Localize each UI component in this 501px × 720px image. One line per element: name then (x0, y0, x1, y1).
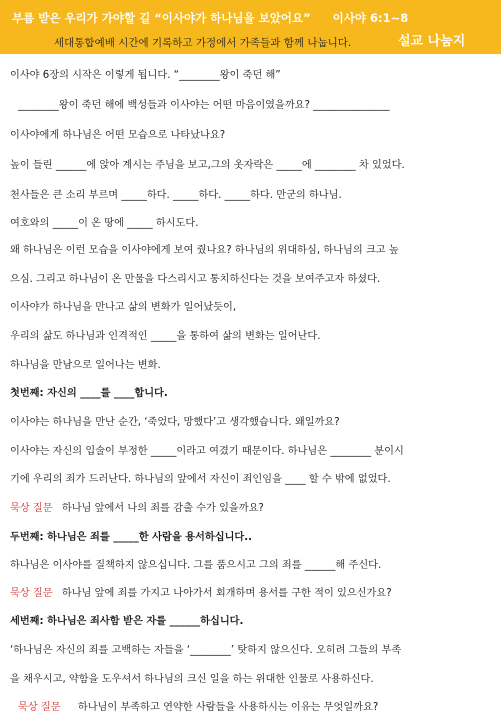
text-line: ________왕이 죽던 해에 백성들과 이사야는 어떤 마음이였을까요? _______________ (18, 100, 390, 111)
text-line: 왜 하나님은 이런 모습을 이사야에게 보여 줬나요? 하나님의 위대하심, 하나님의 크고 높 (10, 245, 399, 256)
question-text: 하나님이 부족하고 연약한 사람들을 사용하시는 이유는 무엇일까요? (77, 702, 379, 713)
text-line: 이사야에게 하나님은 어떤 모습으로 나타났나요? (10, 130, 226, 141)
header-tag: 설교 나눔지 (398, 34, 466, 49)
text-line: 기에 우리의 죄가 드러난다. 하나님의 앞에서 자신이 죄인임을 ____ 할 수 밖에 없었다. (10, 474, 391, 485)
header-subtitle: 세대통합예배 시간에 기록하고 가정에서 가족들과 함께 나눕니다. (54, 37, 352, 49)
text-line: 하나님은 이사야를 질책하지 않으십니다. 그를 품으시고 그의 죄를 ______해 주신다. (10, 560, 382, 571)
meditation-question-1 (10, 499, 494, 514)
text-line: 이사야는 자신의 입술이 부정한 _____이라고 여겼기 때문이다. 하나님은 ________ 분이시 (10, 446, 404, 457)
section-heading-3: 세번째: 하나님은 죄사함 받은 자를 ______하십니다. (10, 616, 244, 627)
text-line: 하나님을 만남으로 일어나는 변화. (10, 360, 161, 371)
text-line: 으심. 그리고 하나님이 온 만물을 다스리시고 통치하신다는 것을 보여주고자 하셨다. (10, 274, 381, 285)
scripture-reference: 이사야 6:1~8 (332, 11, 409, 25)
question-text: 하나님 앞에서 나의 죄를 감출 수가 있을까요? (61, 503, 264, 514)
text-line: 이사야 6장의 시작은 이렇게 됩니다. “________왕이 죽던 해” (10, 70, 281, 81)
text-line: 을 채우시고, 약함을 도우셔서 하나님의 크신 일을 하는 위대한 인물로 사용하신다. (10, 674, 374, 685)
header-title-row (12, 10, 408, 26)
header-banner (0, 0, 501, 54)
sermon-title: 부름 받은 우리가 가야할 길 “이사야가 하나님을 보았어요” (12, 11, 311, 25)
question-label: 묵상 질문 (10, 503, 53, 514)
question-text: 하나님 앞에 죄를 가지고 나아가서 회개하며 용서를 구한 적이 있으신가요? (61, 588, 392, 599)
text-line: 이사야는 하나님을 만난 순간, ‘죽었다, 망했다’고 생각했습니다. 왜일까요? (10, 417, 340, 428)
meditation-question-2 (10, 584, 494, 599)
meditation-question-3 (10, 698, 494, 713)
text-line: 우리의 삶도 하나님과 인격적인 _____을 통하여 삶의 변화는 일어난다. (10, 331, 321, 342)
text-line: ‘하나님은 자신의 죄를 고백하는 자들을 ‘________’ 탓하지 않으신다. 오히려 그들의 부족 (10, 645, 402, 656)
section-heading-1: 첫번째: 자신의 ____를 ____합니다. (10, 388, 168, 399)
text-line: 여호와의 _____이 온 땅에 _____ 하시도다. (10, 218, 199, 229)
text-line: 천사들은 큰 소리 부르며 _____하다. _____하다. _____하다. 만군의 하나님. (10, 190, 342, 201)
section-heading-2: 두번째: 하나님은 죄를 _____한 사람을 용서하십니다.. (10, 532, 252, 543)
text-line: 높이 들린 ______에 앉아 계시는 주님을 보고,그의 옷자락은 _____에 ________ 차 있었다. (10, 160, 405, 171)
text-line: 이사야가 하나님을 만나고 삶의 변화가 일어났듯이, (10, 302, 237, 313)
question-label: 묵상 질문 (10, 588, 53, 599)
question-label: 묵상 질문 (18, 702, 61, 713)
